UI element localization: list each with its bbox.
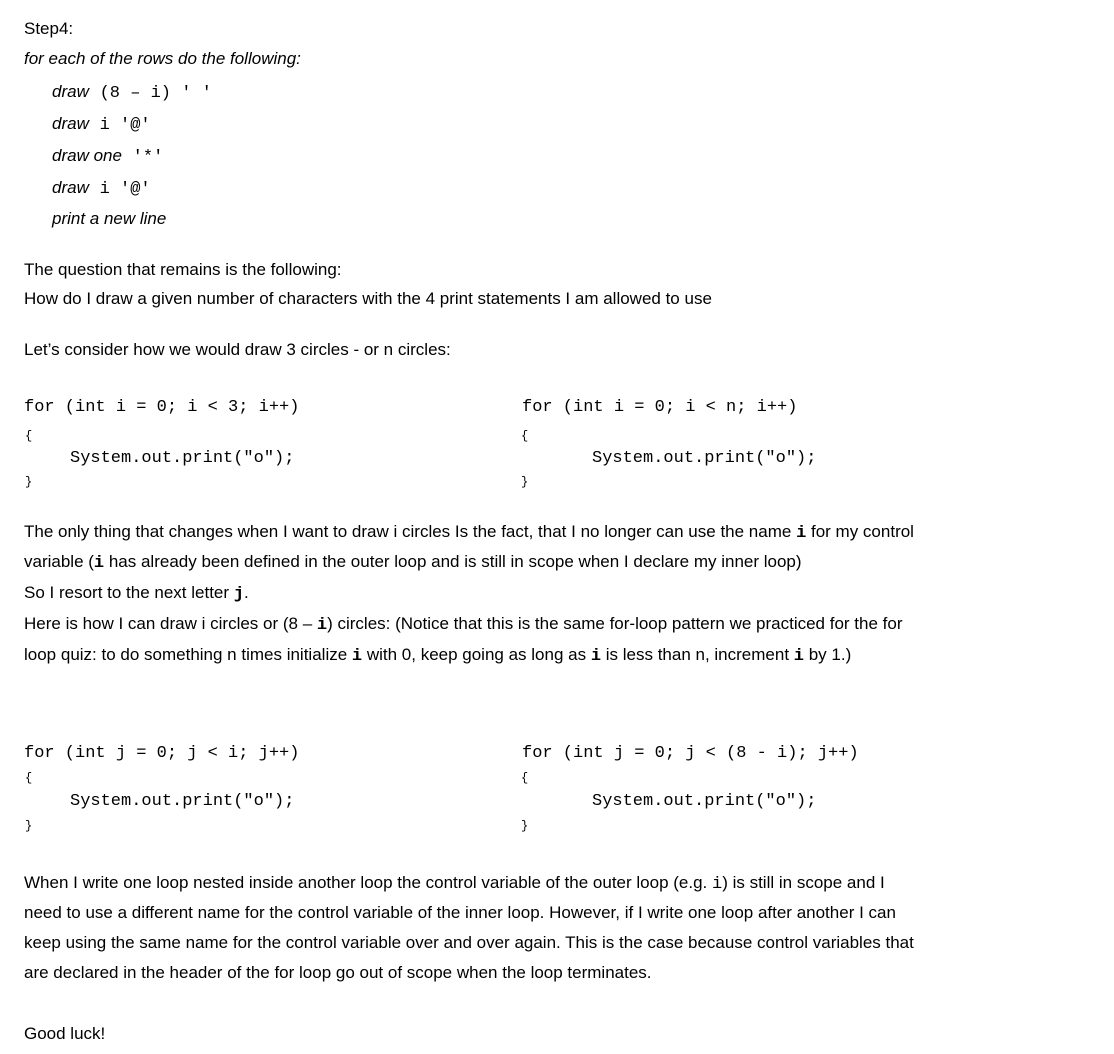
text: When I write one loop nested inside another loop the control variable of the outer loop (e.g.	[24, 873, 712, 892]
code-header: for (int j = 0; j < i; j++)	[24, 744, 300, 763]
text: ) is still in scope and I	[722, 873, 885, 892]
text: by 1.)	[803, 645, 852, 664]
text: with 0, keep going as long as	[362, 645, 591, 664]
text: for my control	[806, 522, 914, 541]
closing-text: Good luck!	[24, 1024, 106, 1043]
step-line	[52, 113, 151, 137]
para2-line-4: are declared in the header of the for loop go out of scope when the loop terminates.	[24, 963, 652, 982]
code-body: System.out.print("o");	[592, 792, 817, 811]
para2-line-1	[24, 872, 885, 896]
code-header: for (int j = 0; j < (8 - i); j++)	[522, 744, 859, 763]
code-close-brace: }	[521, 475, 529, 489]
step-line	[52, 145, 163, 169]
code-body: System.out.print("o");	[70, 792, 295, 811]
para1-line-2	[24, 551, 802, 575]
text: So I resort to the next letter	[24, 583, 234, 602]
step-line-code: '*'	[132, 148, 164, 167]
step-line	[52, 208, 166, 230]
code-open-brace: {	[25, 771, 33, 785]
code-body: System.out.print("o");	[70, 449, 295, 468]
circles-intro: Let’s consider how we would draw 3 circles - or n circles:	[24, 340, 451, 359]
code-open-brace: {	[25, 429, 33, 443]
inline-code: i	[796, 524, 807, 543]
text: has already been defined in the outer loop and is still in scope when I declare my inner loop)	[104, 552, 802, 571]
para2-line-3: keep using the same name for the control variable over and over again. This is the case because control variables that	[24, 933, 914, 952]
inline-code: i	[712, 875, 723, 894]
text: ) circles: (Notice that this is the same for-loop pattern we practiced for the for	[327, 614, 903, 633]
step-line	[52, 177, 151, 201]
inline-code: i	[793, 647, 804, 666]
inline-code: j	[233, 585, 244, 604]
inline-code: i	[590, 647, 602, 666]
code-open-brace: {	[521, 771, 529, 785]
step-intro: for each of the rows do the following:	[24, 49, 301, 68]
text: variable (	[24, 552, 94, 571]
code-close-brace: }	[25, 475, 33, 489]
step-line-code: i '@'	[99, 116, 151, 135]
text: is less than n, increment	[601, 645, 794, 664]
code-open-brace: {	[521, 429, 529, 443]
para1-line-5	[24, 644, 851, 668]
step-line-word: draw	[52, 178, 89, 197]
text: loop quiz: to do something n times initialize	[24, 645, 352, 664]
step-line-word: draw one	[52, 146, 122, 165]
step-line-code: i '@'	[99, 180, 151, 199]
step-line-word: draw	[52, 82, 89, 101]
para2-line-2: need to use a different name for the control variable of the inner loop. However, if I write one loop after another I can	[24, 903, 896, 922]
question-line-2: How do I draw a given number of characters with the 4 print statements I am allowed to use	[24, 289, 712, 308]
code-body: System.out.print("o");	[592, 449, 817, 468]
text: Here is how I can draw i circles or (8 –	[24, 614, 317, 633]
step-line-code: (8 – i) ' '	[99, 84, 212, 103]
code-header: for (int i = 0; i < 3; i++)	[24, 398, 300, 417]
para1-line-1	[24, 521, 914, 545]
step-line-word: draw	[52, 114, 89, 133]
inline-code: i	[351, 647, 363, 666]
inline-code: i	[93, 554, 105, 573]
code-close-brace: }	[25, 819, 33, 833]
text: .	[243, 583, 249, 602]
para1-line-4	[24, 613, 903, 637]
step-title: Step4:	[24, 19, 74, 38]
code-header: for (int i = 0; i < n; i++)	[522, 398, 798, 417]
inline-code: i	[316, 616, 328, 635]
para1-line-3	[24, 582, 249, 606]
step-line	[52, 81, 212, 105]
step-line-word: print a new line	[52, 209, 167, 228]
code-close-brace: }	[521, 819, 529, 833]
text: The only thing that changes when I want to draw i circles Is the fact, that I no longer can use the name	[24, 522, 797, 541]
question-line-1: The question that remains is the following:	[24, 260, 342, 279]
